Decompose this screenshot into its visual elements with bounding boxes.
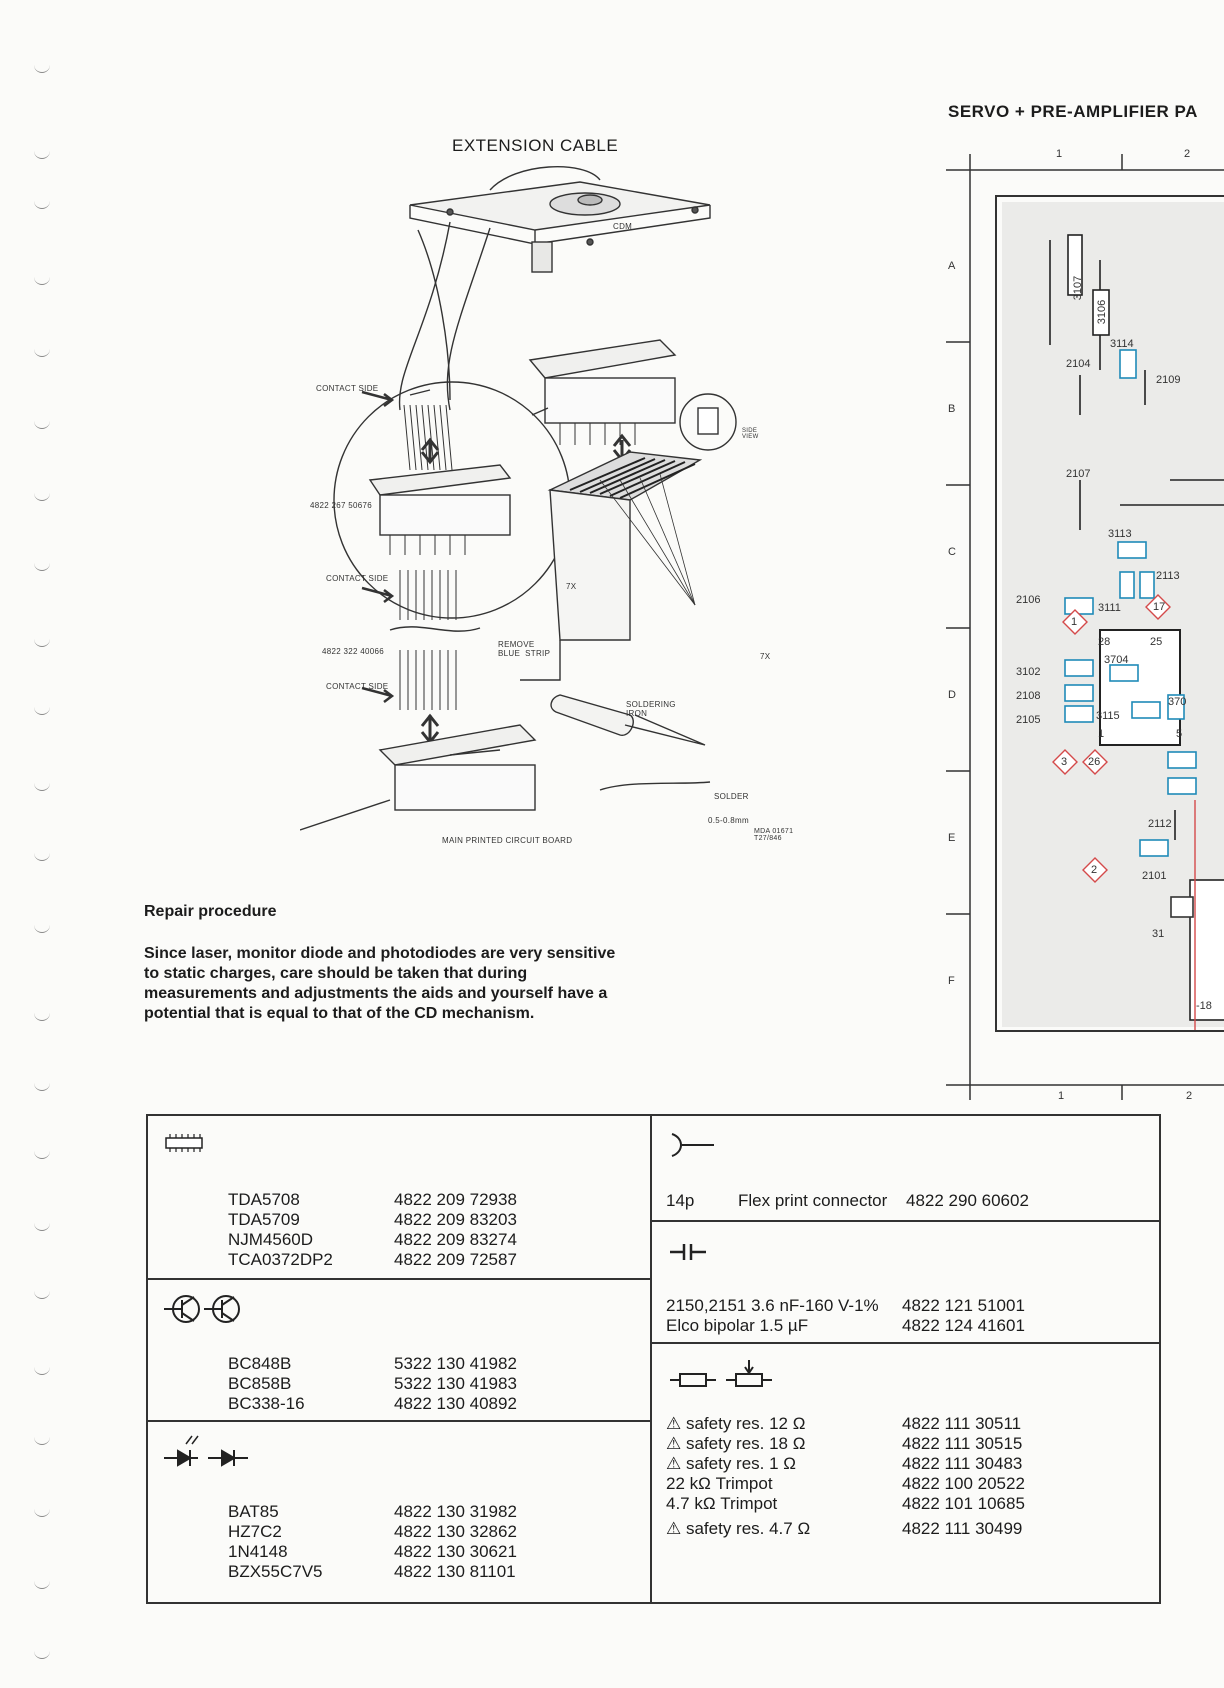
parts-ic-cell <box>146 1114 652 1280</box>
label-main-pcb: MAIN PRINTED CIRCUIT BOARD <box>442 836 573 845</box>
res-desc: ⚠ safety res. 4.7 Ω <box>666 1519 811 1538</box>
ic-chip-icon <box>164 1132 204 1154</box>
label-contact-side-3: CONTACT SIDE <box>326 682 389 691</box>
label-part-connector: 4822 267 50676 <box>310 501 373 510</box>
part-type: BC848B <box>228 1354 292 1373</box>
res-desc: ⚠ safety res. 1 Ω <box>666 1454 796 1473</box>
part-code: 5322 130 41982 <box>394 1354 517 1373</box>
label-solder-size: 0.5-0.8mm <box>708 816 749 825</box>
parts-capacitor-cell <box>650 1220 1161 1344</box>
label-contact-side-2: CONTACT SIDE <box>326 574 389 583</box>
label-part-cable: 4822 322 40066 <box>322 647 385 656</box>
parts-connector-cell <box>650 1114 1161 1222</box>
pcb-label-red: 17 <box>1153 601 1166 613</box>
transistor-icon <box>164 1292 248 1326</box>
connector-desc: Flex print connector <box>738 1191 888 1210</box>
label-contact-side-1: CONTACT SIDE <box>316 384 379 393</box>
res-code: 4822 111 30515 <box>902 1434 1023 1453</box>
part-type: BAT85 <box>228 1502 279 1521</box>
pcb-label-blue: 370 <box>1168 696 1187 708</box>
pcb-row-b: B <box>948 403 956 415</box>
pcb-label-blue: 3113 <box>1108 528 1132 540</box>
part-type: TDA5708 <box>228 1190 300 1209</box>
part-type: TCA0372DP2 <box>228 1250 333 1269</box>
repair-text: Since laser, monitor diode and photodiodes are very sensitive to static charges, care should be taken that during measurements and adjustments the aids and yourself have a potential that is equal to that of the CD mechanism. <box>144 945 616 1022</box>
pcb-label-red: 26 <box>1088 756 1101 768</box>
pcb-label: 1 <box>1098 728 1105 740</box>
label-solder: SOLDER <box>714 792 749 801</box>
part-code: 4822 130 32862 <box>394 1522 517 1541</box>
connector-icon <box>666 1130 716 1160</box>
label-cdm: CDM <box>613 222 633 231</box>
res-code: 4822 111 30499 <box>902 1519 1023 1538</box>
part-type: TDA5709 <box>228 1210 300 1229</box>
part-code: 5322 130 41983 <box>394 1374 517 1393</box>
pcb-label-blue: 3102 <box>1016 666 1041 678</box>
pcb-label-red: 1 <box>1071 616 1078 628</box>
part-code: 4822 130 31982 <box>394 1502 517 1521</box>
pcb-col-2-bottom: 2 <box>1186 1090 1193 1102</box>
part-code: 4822 209 83203 <box>394 1210 517 1229</box>
page-header: SERVO + PRE-AMPLIFIER PA <box>948 102 1198 121</box>
part-type: HZ7C2 <box>228 1522 282 1541</box>
part-type: BZX55C7V5 <box>228 1562 323 1581</box>
pcb-label-blue: 2101 <box>1142 870 1167 882</box>
pcb-col-2-top: 2 <box>1184 148 1191 160</box>
pcb-label-blue: 3704 <box>1104 654 1129 666</box>
part-code: 4822 130 30621 <box>394 1542 517 1561</box>
parts-diode-cell <box>146 1420 652 1604</box>
pcb-label-blue: 2113 <box>1156 570 1180 582</box>
pcb-label-blue: 3111 <box>1098 602 1121 614</box>
pcb-col-1-top: 1 <box>1056 148 1063 160</box>
label-7x-a: 7X <box>566 582 577 591</box>
pcb-label: 25 <box>1150 636 1163 648</box>
cap-code: 4822 124 41601 <box>902 1316 1025 1335</box>
parts-resistor-cell <box>650 1342 1161 1604</box>
label-mda: MDA 01671 T27/846 <box>754 828 794 842</box>
pcb-label-red: 2 <box>1091 864 1098 876</box>
pcb-label-blue: 2106 <box>1016 594 1041 606</box>
diode-icon <box>164 1434 254 1470</box>
pcb-label: 5 <box>1176 728 1183 740</box>
res-code: 4822 101 10685 <box>902 1494 1025 1513</box>
pcb-label-blue: 2108 <box>1016 690 1041 702</box>
part-type: BC338-16 <box>228 1394 305 1413</box>
capacitor-icon <box>670 1242 710 1262</box>
pcb-row-e: E <box>948 832 956 844</box>
pcb-label-blue: 2105 <box>1016 714 1041 726</box>
res-desc: 4.7 kΩ Trimpot <box>666 1494 778 1513</box>
part-code: 4822 209 72587 <box>394 1250 517 1269</box>
pcb-label: 2104 <box>1066 358 1091 370</box>
label-7x-b: 7X <box>760 652 771 661</box>
pcb-label: 31 <box>1152 928 1165 940</box>
part-type: 1N4148 <box>228 1542 288 1561</box>
part-type: NJM4560D <box>228 1230 314 1249</box>
repair-heading: Repair procedure <box>144 903 277 920</box>
pcb-label: 2112 <box>1148 818 1172 830</box>
res-code: 4822 111 30511 <box>902 1414 1022 1433</box>
res-code: 4822 100 20522 <box>902 1474 1025 1493</box>
pcb-row-a: A <box>948 260 956 272</box>
part-code: 4822 209 83274 <box>394 1230 517 1249</box>
res-desc: 22 kΩ Trimpot <box>666 1474 773 1493</box>
label-remove-strip: REMOVE BLUE STRIP <box>498 640 551 658</box>
pcb-label-red: -18 <box>1196 1000 1212 1012</box>
pcb-col-1-bottom: 1 <box>1058 1090 1065 1102</box>
pcb-label: 3107 <box>1072 275 1085 301</box>
part-code: 4822 209 72938 <box>394 1190 517 1209</box>
pcb-label-blue: 3114 <box>1110 338 1134 350</box>
pcb-row-f: F <box>948 975 955 987</box>
part-code: 4822 130 81101 <box>394 1562 516 1581</box>
pcb-label: 2109 <box>1156 374 1181 386</box>
label-side-view: SIDE VIEW <box>742 428 759 440</box>
connector-qty: 14p <box>666 1191 695 1210</box>
pcb-label: 2107 <box>1066 468 1091 480</box>
res-desc: ⚠ safety res. 18 Ω <box>666 1434 806 1453</box>
pcb-row-c: C <box>948 546 956 558</box>
pcb-label-blue: 3115 <box>1096 710 1120 722</box>
resistor-icon <box>670 1358 780 1392</box>
connector-code: 4822 290 60602 <box>906 1191 1029 1210</box>
pcb-label-red: 3 <box>1061 756 1068 768</box>
part-type: BC858B <box>228 1374 292 1393</box>
part-code: 4822 130 40892 <box>394 1394 517 1413</box>
extension-cable-drawing <box>300 160 820 860</box>
label-soldering-iron: SOLDERING IRON <box>626 700 676 718</box>
figure-title: EXTENSION CABLE <box>452 136 619 155</box>
pcb-label: 3106 <box>1096 299 1109 325</box>
res-code: 4822 111 30483 <box>902 1454 1023 1473</box>
pcb-row-d: D <box>948 689 956 701</box>
res-desc: ⚠ safety res. 12 Ω <box>666 1414 806 1433</box>
cap-code: 4822 121 51001 <box>902 1296 1025 1315</box>
parts-transistor-cell <box>146 1278 652 1422</box>
cap-desc: 2150,2151 3.6 nF-160 V-1% <box>666 1296 879 1315</box>
cap-desc: Elco bipolar 1.5 µF <box>666 1316 809 1335</box>
pcb-label: 28 <box>1098 636 1111 648</box>
